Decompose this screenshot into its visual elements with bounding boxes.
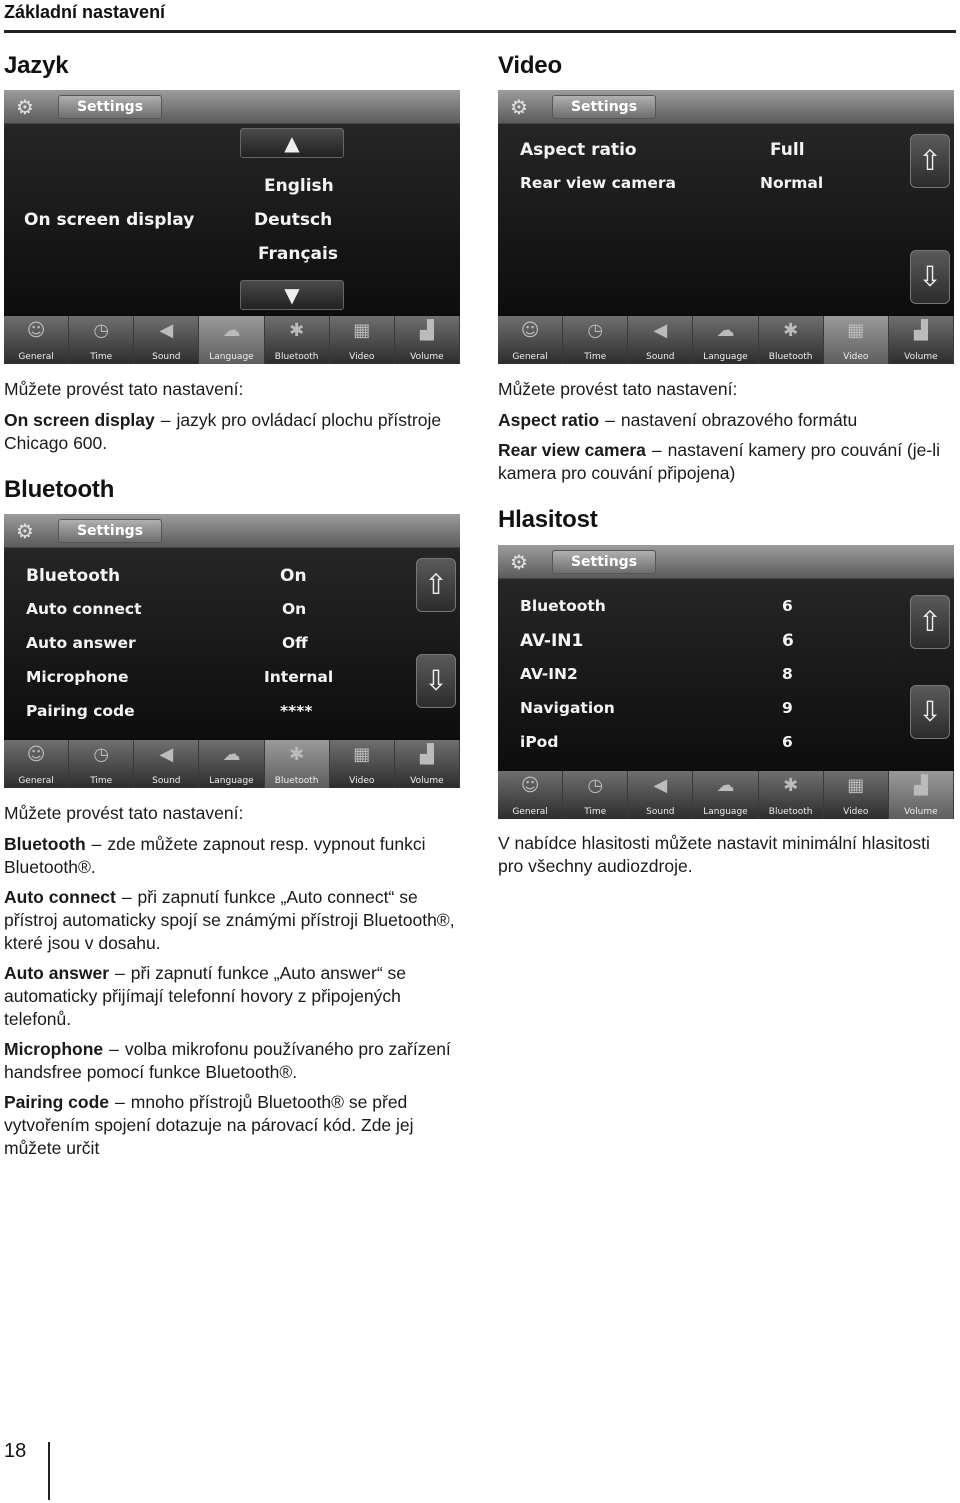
screen-tab-bar bbox=[4, 316, 460, 364]
section-title-hlasitost: Hlasitost bbox=[498, 506, 598, 533]
bluetooth-row-label[interactable]: Bluetooth bbox=[26, 566, 121, 586]
volume-bars-icon: ▟ bbox=[913, 320, 928, 341]
tab-bluetooth[interactable]: ✱ Bluetooth bbox=[265, 740, 330, 788]
on-screen-display-label: On screen display bbox=[24, 210, 195, 230]
term-pairing-code: Pairing code bbox=[4, 1092, 110, 1112]
volume-text: V nabídce hlasitosti můžete nastavit minimální hlasitosti pro všechny audiozdroje. bbox=[498, 833, 930, 876]
jazyk-text bbox=[4, 378, 462, 455]
bt-microphone-item: Microphone – volba mikrofonu používaného pro zařízení handsfree pomocí funkce Bluetooth®. bbox=[4, 1039, 451, 1082]
bt-autoanswer-item: Auto answer – při zapnutí funkce „Auto answer“ se automaticky přijímají telefonní hovory z připojených telefonů. bbox=[4, 963, 407, 1029]
volume-row-label[interactable]: iPod bbox=[520, 733, 559, 751]
tab-volume[interactable]: ▟ Volume bbox=[395, 740, 460, 788]
video-row-label[interactable]: Rear view camera bbox=[520, 174, 677, 192]
bluetooth-row-value[interactable]: On bbox=[280, 566, 307, 586]
term-aspect-ratio: Aspect ratio bbox=[498, 410, 600, 430]
settings-gear-icon: ⚙ bbox=[510, 95, 528, 119]
video-settings-screen bbox=[498, 90, 954, 364]
tab-video[interactable]: ▦ Video bbox=[824, 316, 889, 364]
volume-bars-icon: ▟ bbox=[419, 744, 434, 765]
general-icon: ☺ bbox=[520, 320, 540, 341]
video-row-label[interactable]: Aspect ratio bbox=[520, 140, 637, 160]
tab-time[interactable]: ◷ Time bbox=[563, 771, 628, 819]
term-auto-connect: Auto connect bbox=[4, 887, 116, 907]
general-icon: ☺ bbox=[26, 320, 46, 341]
screen-tab-bar bbox=[498, 771, 954, 819]
tab-language[interactable]: ☁ Language bbox=[693, 316, 758, 364]
scroll-up-button[interactable]: ⇧ bbox=[910, 134, 950, 188]
speech-bubble-icon: ☁ bbox=[222, 744, 241, 765]
settings-tab-label: Settings bbox=[552, 95, 656, 119]
screen-body bbox=[498, 124, 954, 316]
screen-tab-bar bbox=[498, 316, 954, 364]
section-title-jazyk: Jazyk bbox=[4, 52, 69, 79]
volume-row-value[interactable]: 6 bbox=[782, 733, 793, 751]
volume-settings-screen bbox=[498, 545, 954, 819]
speech-bubble-icon: ☁ bbox=[716, 320, 735, 341]
screen-body bbox=[4, 124, 460, 316]
section-title-video: Video bbox=[498, 52, 562, 79]
scroll-up-button[interactable]: ⇧ bbox=[416, 558, 456, 612]
tab-bluetooth[interactable]: ✱ Bluetooth bbox=[265, 316, 330, 364]
speaker-icon: ◀ bbox=[159, 320, 174, 341]
language-option-english[interactable]: English bbox=[264, 176, 334, 196]
bluetooth-icon: ✱ bbox=[783, 320, 799, 341]
tab-language[interactable]: ☁ Language bbox=[199, 740, 264, 788]
video-aspect-item: Aspect ratio – nastavení obrazového formátu bbox=[498, 410, 858, 430]
tab-sound[interactable]: ◀ Sound bbox=[134, 740, 199, 788]
tab-general[interactable]: ☺ General bbox=[498, 771, 563, 819]
jazyk-osd-item: On screen display – jazyk pro ovládací plochu přístroje Chicago 600. bbox=[4, 410, 442, 453]
scroll-down-button[interactable]: ⇩ bbox=[416, 654, 456, 708]
tab-bluetooth[interactable]: ✱ Bluetooth bbox=[759, 316, 824, 364]
tab-time[interactable]: ◷ Time bbox=[563, 316, 628, 364]
language-settings-screen bbox=[4, 90, 460, 364]
clock-icon: ◷ bbox=[93, 320, 110, 341]
video-text bbox=[498, 378, 956, 485]
bt-pairing-item: Pairing code – mnoho přístrojů Bluetooth® se před vytvořením spojení dotazuje na párovací kód. Zde jej můžete určit bbox=[4, 1092, 414, 1158]
clock-icon: ◷ bbox=[587, 775, 604, 796]
settings-gear-icon: ⚙ bbox=[510, 550, 528, 574]
general-icon: ☺ bbox=[520, 775, 540, 796]
tab-general[interactable]: ☺ General bbox=[4, 740, 69, 788]
tab-volume[interactable]: ▟ Volume bbox=[889, 316, 954, 364]
language-option-deutsch[interactable]: Deutsch bbox=[254, 210, 333, 230]
volume-row-label[interactable]: AV-IN1 bbox=[520, 631, 584, 651]
tab-time[interactable]: ◷ Time bbox=[69, 740, 134, 788]
tab-bluetooth[interactable]: ✱ Bluetooth bbox=[759, 771, 824, 819]
volume-bars-icon: ▟ bbox=[913, 775, 928, 796]
settings-gear-icon: ⚙ bbox=[16, 519, 34, 543]
tab-general[interactable]: ☺ General bbox=[4, 316, 69, 364]
bluetooth-row-label[interactable]: Pairing code bbox=[26, 702, 135, 720]
bt-bluetooth-item: Bluetooth – zde můžete zapnout resp. vypnout funkci Bluetooth®. bbox=[4, 834, 426, 877]
volume-row-value[interactable]: 9 bbox=[782, 699, 793, 717]
language-scroll-down-button[interactable]: ▼ bbox=[240, 280, 344, 310]
volume-row-value[interactable]: 6 bbox=[782, 631, 794, 651]
bt-intro: Můžete provést tato nastavení: bbox=[4, 803, 244, 823]
clapperboard-icon: ▦ bbox=[847, 320, 865, 341]
volume-row-value[interactable]: 6 bbox=[782, 597, 793, 615]
clock-icon: ◷ bbox=[587, 320, 604, 341]
page-number: 18 bbox=[4, 1440, 27, 1462]
video-intro: Můžete provést tato nastavení: bbox=[498, 379, 738, 399]
tab-video[interactable]: ▦ Video bbox=[330, 316, 395, 364]
bluetooth-icon: ✱ bbox=[289, 320, 305, 341]
speaker-icon: ◀ bbox=[159, 744, 174, 765]
bluetooth-row-value[interactable]: On bbox=[282, 600, 307, 618]
tab-video[interactable]: ▦ Video bbox=[824, 771, 889, 819]
screen-titlebar bbox=[498, 90, 954, 124]
general-icon: ☺ bbox=[26, 744, 46, 765]
clapperboard-icon: ▦ bbox=[353, 744, 371, 765]
language-scroll-up-button[interactable]: ▲ bbox=[240, 128, 344, 158]
screen-titlebar bbox=[4, 90, 460, 124]
settings-tab-label: Settings bbox=[58, 519, 162, 543]
term-bluetooth: Bluetooth bbox=[4, 834, 86, 854]
page-header: Základní nastavení bbox=[4, 2, 166, 22]
section-title-bluetooth: Bluetooth bbox=[4, 476, 115, 503]
clapperboard-icon: ▦ bbox=[353, 320, 371, 341]
screen-titlebar bbox=[4, 514, 460, 548]
screen-tab-bar bbox=[4, 740, 460, 788]
clock-icon: ◷ bbox=[93, 744, 110, 765]
tab-language[interactable]: ☁ Language bbox=[693, 771, 758, 819]
term-rear-view-camera: Rear view camera bbox=[498, 440, 646, 460]
tab-volume[interactable]: ▟ Volume bbox=[395, 316, 460, 364]
bluetooth-settings-screen bbox=[4, 514, 460, 788]
tab-sound[interactable]: ◀ Sound bbox=[628, 771, 693, 819]
tab-volume[interactable]: ▟ Volume bbox=[889, 771, 954, 819]
screen-body bbox=[4, 548, 460, 740]
bluetooth-row-value[interactable]: **** bbox=[280, 702, 313, 720]
jazyk-intro: Můžete provést tato nastavení: bbox=[4, 379, 244, 399]
video-row-value[interactable]: Normal bbox=[760, 174, 824, 192]
screen-titlebar bbox=[498, 545, 954, 579]
scroll-down-button[interactable]: ⇩ bbox=[910, 250, 950, 304]
tab-language[interactable]: ☁ Language bbox=[199, 316, 264, 364]
scroll-up-button[interactable]: ⇧ bbox=[910, 595, 950, 649]
volume-row-value[interactable]: 8 bbox=[782, 665, 793, 683]
term-auto-answer: Auto answer bbox=[4, 963, 110, 983]
settings-tab-label: Settings bbox=[58, 95, 162, 119]
language-option-francais[interactable]: Français bbox=[258, 244, 338, 264]
volume-bars-icon: ▟ bbox=[419, 320, 434, 341]
bluetooth-row-label[interactable]: Auto answer bbox=[26, 634, 136, 652]
bluetooth-row-label[interactable]: Auto connect bbox=[26, 600, 142, 618]
tab-time[interactable]: ◷ Time bbox=[69, 316, 134, 364]
video-row-value[interactable]: Full bbox=[770, 140, 805, 160]
video-camera-item: Rear view camera – nastavení kamery pro couvání (je-li kamera pro couvání připojena) bbox=[498, 440, 940, 483]
clapperboard-icon: ▦ bbox=[847, 775, 865, 796]
bt-autoconnect-item: Auto connect – při zapnutí funkce „Auto connect“ se přístroj automaticky spojí se známými přístroji Bluetooth®, které jsou v dosahu. bbox=[4, 887, 455, 953]
scroll-down-button[interactable]: ⇩ bbox=[910, 685, 950, 739]
bluetooth-row-label[interactable]: Microphone bbox=[26, 668, 129, 686]
speech-bubble-icon: ☁ bbox=[716, 775, 735, 796]
tab-video[interactable]: ▦ Video bbox=[330, 740, 395, 788]
volume-row-label[interactable]: Bluetooth bbox=[520, 597, 606, 615]
bluetooth-text bbox=[4, 802, 462, 1160]
tab-sound[interactable]: ◀ Sound bbox=[628, 316, 693, 364]
settings-tab-label: Settings bbox=[552, 550, 656, 574]
term-on-screen-display: On screen display bbox=[4, 410, 155, 430]
bluetooth-icon: ✱ bbox=[289, 744, 305, 765]
screen-body bbox=[498, 579, 954, 771]
settings-gear-icon: ⚙ bbox=[16, 95, 34, 119]
tab-sound[interactable]: ◀ Sound bbox=[134, 316, 199, 364]
bluetooth-row-value[interactable]: Off bbox=[282, 634, 308, 652]
page-number-rule bbox=[48, 1442, 50, 1500]
volume-row-label[interactable]: AV-IN2 bbox=[520, 665, 578, 683]
bluetooth-icon: ✱ bbox=[783, 775, 799, 796]
tab-general[interactable]: ☺ General bbox=[498, 316, 563, 364]
volume-row-label[interactable]: Navigation bbox=[520, 699, 615, 717]
header-rule bbox=[4, 30, 956, 33]
speaker-icon: ◀ bbox=[653, 775, 668, 796]
term-microphone: Microphone bbox=[4, 1039, 104, 1059]
bluetooth-row-value[interactable]: Internal bbox=[264, 668, 334, 686]
speech-bubble-icon: ☁ bbox=[222, 320, 241, 341]
speaker-icon: ◀ bbox=[653, 320, 668, 341]
